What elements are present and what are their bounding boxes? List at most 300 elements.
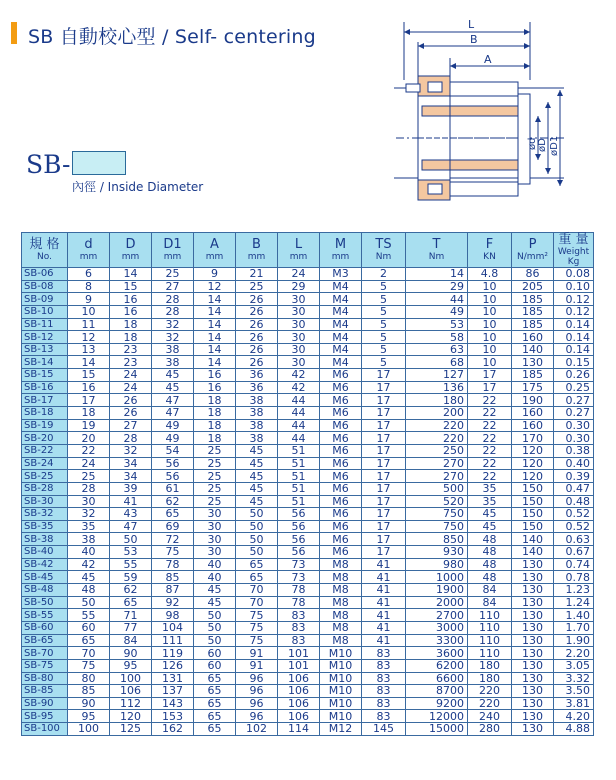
table-cell: 12 — [68, 331, 110, 344]
table-cell: 70 — [236, 596, 278, 609]
table-cell: 17 — [362, 407, 406, 420]
table-cell: 75 — [236, 634, 278, 647]
table-cell: 2000 — [406, 596, 468, 609]
table-cell: 980 — [406, 558, 468, 571]
column-header-name: 重 量 — [558, 232, 589, 247]
table-cell: 34 — [110, 457, 152, 470]
table-cell: 185 — [512, 318, 554, 331]
table-cell: 50 — [236, 533, 278, 546]
model-number-cell: SB-28 — [22, 482, 68, 495]
table-cell: 61 — [152, 482, 194, 495]
table-cell: 44 — [278, 432, 320, 445]
table-cell: 15 — [68, 369, 110, 382]
table-cell: 25 — [194, 495, 236, 508]
table-cell: 84 — [468, 596, 512, 609]
table-cell: 30 — [278, 331, 320, 344]
model-number-cell: SB-38 — [22, 533, 68, 546]
table-cell: 22 — [468, 470, 512, 483]
table-cell: 106 — [110, 685, 152, 698]
table-cell: 63 — [406, 343, 468, 356]
table-cell: 17 — [362, 432, 406, 445]
table-cell: 51 — [278, 495, 320, 508]
dim-D1-label: øD1 — [549, 135, 560, 156]
table-cell: 41 — [110, 495, 152, 508]
table-cell: 140 — [512, 533, 554, 546]
table-cell: 17 — [362, 482, 406, 495]
table-cell: 270 — [406, 457, 468, 470]
table-cell: 120 — [512, 457, 554, 470]
column-header-unit: Nm — [428, 252, 445, 262]
table-cell: 50 — [194, 609, 236, 622]
table-cell: 47 — [110, 520, 152, 533]
table-cell: 160 — [512, 407, 554, 420]
column-header — [110, 233, 152, 268]
table-cell: 0.38 — [554, 444, 594, 457]
table-cell: 10 — [468, 305, 512, 318]
table-row — [22, 723, 594, 736]
table-cell: 14 — [406, 268, 468, 281]
table-cell: M6 — [320, 470, 362, 483]
model-number-cell: SB-35 — [22, 520, 68, 533]
table-cell: 83 — [362, 672, 406, 685]
table-row — [22, 343, 594, 356]
table-cell: 18 — [194, 394, 236, 407]
table-cell: 45 — [152, 369, 194, 382]
table-cell: 69 — [152, 520, 194, 533]
table-cell: 26 — [110, 394, 152, 407]
table-cell: 65 — [236, 571, 278, 584]
table-cell: 131 — [152, 672, 194, 685]
table-cell: 45 — [236, 457, 278, 470]
table-cell: 17 — [362, 546, 406, 559]
table-cell: 205 — [512, 280, 554, 293]
table-row — [22, 495, 594, 508]
table-cell: M6 — [320, 419, 362, 432]
model-number-cell: SB-42 — [22, 558, 68, 571]
model-number-cell: SB-60 — [22, 621, 68, 634]
table-cell: 175 — [512, 381, 554, 394]
table-cell: 41 — [362, 558, 406, 571]
table-cell: 16 — [68, 381, 110, 394]
sb-prefix-label: SB- — [26, 150, 71, 179]
table-cell: 200 — [406, 407, 468, 420]
table-cell: 8 — [68, 280, 110, 293]
column-header-name: T — [432, 237, 441, 252]
column-header — [236, 233, 278, 268]
column-header-name: TS — [375, 237, 392, 252]
table-row — [22, 268, 594, 281]
table-cell: 130 — [512, 672, 554, 685]
table-cell: 14 — [194, 305, 236, 318]
table-cell: 25 — [194, 470, 236, 483]
table-cell: M4 — [320, 331, 362, 344]
table-cell: 18 — [194, 419, 236, 432]
table-cell: 22 — [468, 444, 512, 457]
table-cell: 162 — [152, 723, 194, 736]
table-cell: 51 — [278, 457, 320, 470]
table-cell: 2700 — [406, 609, 468, 622]
table-cell: 130 — [512, 710, 554, 723]
table-cell: 0.15 — [554, 356, 594, 369]
table-cell: 18 — [68, 407, 110, 420]
table-cell: 50 — [110, 533, 152, 546]
column-header — [278, 233, 320, 268]
table-cell: 3000 — [406, 621, 468, 634]
table-cell: 49 — [406, 305, 468, 318]
table-cell: 65 — [194, 672, 236, 685]
table-cell: 38 — [68, 533, 110, 546]
table-cell: 20 — [68, 432, 110, 445]
table-cell: 14 — [194, 356, 236, 369]
table-row — [22, 533, 594, 546]
table-cell: 119 — [152, 647, 194, 660]
table-cell: 6 — [68, 268, 110, 281]
table-cell: 80 — [68, 672, 110, 685]
table-cell: 50 — [236, 508, 278, 521]
table-cell: 95 — [68, 710, 110, 723]
table-row — [22, 546, 594, 559]
table-cell: 41 — [362, 609, 406, 622]
table-cell: 17 — [362, 508, 406, 521]
table-cell: 1.70 — [554, 621, 594, 634]
table-cell: 48 — [468, 533, 512, 546]
column-header-name: D — [125, 237, 136, 252]
table-cell: 75 — [236, 621, 278, 634]
column-header-name: B — [252, 237, 261, 252]
table-cell: 73 — [278, 571, 320, 584]
column-header — [320, 233, 362, 268]
table-row — [22, 305, 594, 318]
table-cell: 4.20 — [554, 710, 594, 723]
table-cell: 78 — [278, 584, 320, 597]
column-header-unit: mm — [289, 252, 308, 262]
table-cell: 8700 — [406, 685, 468, 698]
model-number-cell: SB-70 — [22, 647, 68, 660]
model-number-cell: SB-14 — [22, 356, 68, 369]
table-cell: 19 — [68, 419, 110, 432]
column-header — [468, 233, 512, 268]
table-cell: 55 — [110, 558, 152, 571]
table-cell: 104 — [152, 621, 194, 634]
table-cell: 30 — [278, 293, 320, 306]
model-number-cell: SB-20 — [22, 432, 68, 445]
table-cell: 102 — [236, 723, 278, 736]
table-cell: 58 — [406, 331, 468, 344]
dim-L-label: L — [468, 18, 475, 31]
table-cell: 38 — [236, 432, 278, 445]
table-cell: 280 — [468, 723, 512, 736]
table-cell: 10 — [468, 331, 512, 344]
table-cell: 130 — [512, 571, 554, 584]
table-cell: 60 — [194, 647, 236, 660]
table-cell: 71 — [110, 609, 152, 622]
table-cell: 45 — [236, 482, 278, 495]
column-header-unit: KN — [483, 252, 496, 262]
model-number-cell: SB-22 — [22, 444, 68, 457]
table-cell: 10 — [468, 318, 512, 331]
table-cell: 9 — [68, 293, 110, 306]
table-row — [22, 710, 594, 723]
table-cell: M6 — [320, 457, 362, 470]
table-cell: M8 — [320, 609, 362, 622]
table-cell: M8 — [320, 558, 362, 571]
table-cell: 185 — [512, 293, 554, 306]
table-cell: 49 — [152, 419, 194, 432]
model-number-cell: SB-30 — [22, 495, 68, 508]
table-cell: 3300 — [406, 634, 468, 647]
table-cell: 96 — [236, 710, 278, 723]
table-cell: 130 — [512, 558, 554, 571]
table-cell: 101 — [278, 647, 320, 660]
table-cell: 45 — [236, 470, 278, 483]
model-number-cell: SB-09 — [22, 293, 68, 306]
table-row — [22, 609, 594, 622]
model-number-cell: SB-11 — [22, 318, 68, 331]
table-cell: 150 — [512, 482, 554, 495]
title-accent-bar — [11, 22, 17, 44]
column-header — [194, 233, 236, 268]
table-cell: 49 — [152, 432, 194, 445]
table-cell: 77 — [110, 621, 152, 634]
column-header-unit: mm — [79, 252, 98, 262]
table-cell: 83 — [362, 710, 406, 723]
table-cell: 92 — [152, 596, 194, 609]
table-cell: 53 — [406, 318, 468, 331]
table-cell: 28 — [152, 293, 194, 306]
table-cell: 0.14 — [554, 331, 594, 344]
table-cell: 17 — [362, 394, 406, 407]
column-header-unit: mm — [247, 252, 266, 262]
table-cell: 50 — [194, 634, 236, 647]
table-cell: 220 — [406, 419, 468, 432]
model-number-cell: SB-08 — [22, 280, 68, 293]
table-cell: 56 — [278, 533, 320, 546]
model-number-cell: SB-75 — [22, 659, 68, 672]
column-header-name: M — [334, 237, 347, 252]
table-cell: 130 — [512, 356, 554, 369]
table-cell: 22 — [468, 394, 512, 407]
table-cell: M10 — [320, 659, 362, 672]
table-cell: 930 — [406, 546, 468, 559]
table-cell: 42 — [278, 369, 320, 382]
table-cell: 220 — [468, 697, 512, 710]
column-header-unit: N/mm² — [517, 252, 548, 262]
table-cell: 130 — [512, 634, 554, 647]
table-cell: 0.25 — [554, 381, 594, 394]
table-cell: 60 — [68, 621, 110, 634]
table-cell: 3.05 — [554, 659, 594, 672]
table-cell: M6 — [320, 369, 362, 382]
table-cell: 36 — [236, 381, 278, 394]
table-cell: 130 — [512, 723, 554, 736]
table-cell: 15 — [110, 280, 152, 293]
table-cell: 0.52 — [554, 520, 594, 533]
table-cell: M10 — [320, 685, 362, 698]
table-cell: M8 — [320, 621, 362, 634]
table-cell: 5 — [362, 356, 406, 369]
table-cell: 111 — [152, 634, 194, 647]
table-cell: 56 — [152, 470, 194, 483]
table-cell: 101 — [278, 659, 320, 672]
column-header-name: A — [210, 237, 219, 252]
dim-D-label: øD — [537, 138, 548, 152]
table-cell: 14 — [68, 356, 110, 369]
table-row — [22, 558, 594, 571]
table-cell: 143 — [152, 697, 194, 710]
table-cell: 85 — [152, 571, 194, 584]
table-cell: 51 — [278, 444, 320, 457]
table-cell: 0.14 — [554, 318, 594, 331]
column-header — [22, 233, 68, 268]
table-row — [22, 647, 594, 660]
table-cell: 1.40 — [554, 609, 594, 622]
table-cell: 18 — [194, 432, 236, 445]
table-cell: 0.67 — [554, 546, 594, 559]
column-header-name: D1 — [163, 237, 182, 252]
table-row — [22, 381, 594, 394]
table-cell: M10 — [320, 697, 362, 710]
table-row — [22, 280, 594, 293]
model-number-cell: SB-65 — [22, 634, 68, 647]
table-cell: 96 — [236, 685, 278, 698]
table-cell: 0.14 — [554, 343, 594, 356]
table-cell: 26 — [110, 407, 152, 420]
table-cell: 100 — [68, 723, 110, 736]
table-cell: 70 — [236, 584, 278, 597]
model-number-cell: SB-32 — [22, 508, 68, 521]
table-cell: M6 — [320, 407, 362, 420]
table-cell: 1.24 — [554, 596, 594, 609]
table-row — [22, 293, 594, 306]
table-cell: 65 — [68, 634, 110, 647]
table-cell: 5 — [362, 293, 406, 306]
table-cell: 0.47 — [554, 482, 594, 495]
table-cell: 1.90 — [554, 634, 594, 647]
table-cell: 110 — [468, 634, 512, 647]
dim-d-label: ød — [527, 137, 538, 150]
table-cell: 96 — [236, 672, 278, 685]
table-cell: 127 — [406, 369, 468, 382]
table-cell: 120 — [110, 710, 152, 723]
table-cell: M6 — [320, 495, 362, 508]
table-cell: 48 — [68, 584, 110, 597]
table-cell: 26 — [236, 331, 278, 344]
table-cell: 32 — [110, 444, 152, 457]
table-cell: 83 — [362, 697, 406, 710]
model-number-cell: SB-80 — [22, 672, 68, 685]
table-cell: 120 — [512, 470, 554, 483]
model-number-cell: SB-16 — [22, 381, 68, 394]
column-header-unit: Weight Kg — [557, 247, 590, 267]
table-cell: 137 — [152, 685, 194, 698]
table-cell: M8 — [320, 571, 362, 584]
table-cell: 850 — [406, 533, 468, 546]
table-cell: 17 — [362, 470, 406, 483]
table-row — [22, 444, 594, 457]
table-cell: 520 — [406, 495, 468, 508]
table-cell: 70 — [68, 647, 110, 660]
column-header-unit: Nm — [375, 252, 392, 262]
table-cell: 25 — [236, 280, 278, 293]
table-cell: M6 — [320, 432, 362, 445]
table-cell: 28 — [110, 432, 152, 445]
table-cell: 30 — [278, 343, 320, 356]
model-number-cell: SB-15 — [22, 369, 68, 382]
table-cell: 56 — [278, 546, 320, 559]
table-cell: 110 — [468, 621, 512, 634]
table-cell: 90 — [68, 697, 110, 710]
table-cell: 38 — [152, 343, 194, 356]
inside-diameter-label: 內徑 / Inside Diameter — [72, 180, 204, 194]
table-cell: 30 — [194, 508, 236, 521]
table-cell: 0.74 — [554, 558, 594, 571]
table-cell: 0.12 — [554, 293, 594, 306]
table-cell: 125 — [110, 723, 152, 736]
table-cell: 44 — [278, 407, 320, 420]
table-cell: 17 — [362, 381, 406, 394]
table-cell: 65 — [152, 508, 194, 521]
table-cell: 86 — [512, 268, 554, 281]
table-cell: 130 — [512, 697, 554, 710]
table-cell: 3600 — [406, 647, 468, 660]
table-cell: 17 — [362, 369, 406, 382]
table-cell: 106 — [278, 697, 320, 710]
table-cell: 17 — [362, 444, 406, 457]
column-header-unit: mm — [205, 252, 224, 262]
column-header-name: P — [528, 237, 537, 252]
table-cell: M6 — [320, 394, 362, 407]
table-cell: 1.23 — [554, 584, 594, 597]
table-cell: 130 — [512, 609, 554, 622]
table-cell: 48 — [468, 546, 512, 559]
dim-A-label: A — [484, 53, 492, 66]
table-cell: 15000 — [406, 723, 468, 736]
table-cell: 180 — [468, 672, 512, 685]
table-cell: 48 — [468, 558, 512, 571]
table-cell: 96 — [236, 697, 278, 710]
table-cell: M6 — [320, 533, 362, 546]
table-cell: 10 — [68, 305, 110, 318]
table-cell: 65 — [236, 558, 278, 571]
table-cell: 56 — [278, 508, 320, 521]
table-cell: 17 — [468, 369, 512, 382]
table-cell: M10 — [320, 647, 362, 660]
table-cell: 4.88 — [554, 723, 594, 736]
table-cell: 45 — [194, 584, 236, 597]
table-row — [22, 482, 594, 495]
table-cell: M6 — [320, 482, 362, 495]
page-title: SB 自動校心型 / Self- centering — [28, 26, 316, 48]
table-cell: 41 — [362, 571, 406, 584]
model-number-cell: SB-48 — [22, 584, 68, 597]
table-cell: 130 — [512, 596, 554, 609]
table-cell: 45 — [236, 495, 278, 508]
table-cell: 130 — [512, 659, 554, 672]
table-cell: 14 — [194, 343, 236, 356]
table-cell: 10 — [468, 356, 512, 369]
table-cell: 59 — [110, 571, 152, 584]
model-number-cell: SB-18 — [22, 407, 68, 420]
table-row — [22, 394, 594, 407]
table-cell: 5 — [362, 343, 406, 356]
model-number-cell: SB-90 — [22, 697, 68, 710]
table-row — [22, 584, 594, 597]
table-cell: 62 — [152, 495, 194, 508]
table-cell: 26 — [236, 343, 278, 356]
table-cell: 22 — [468, 457, 512, 470]
table-cell: 23 — [110, 343, 152, 356]
table-cell: 25 — [194, 457, 236, 470]
